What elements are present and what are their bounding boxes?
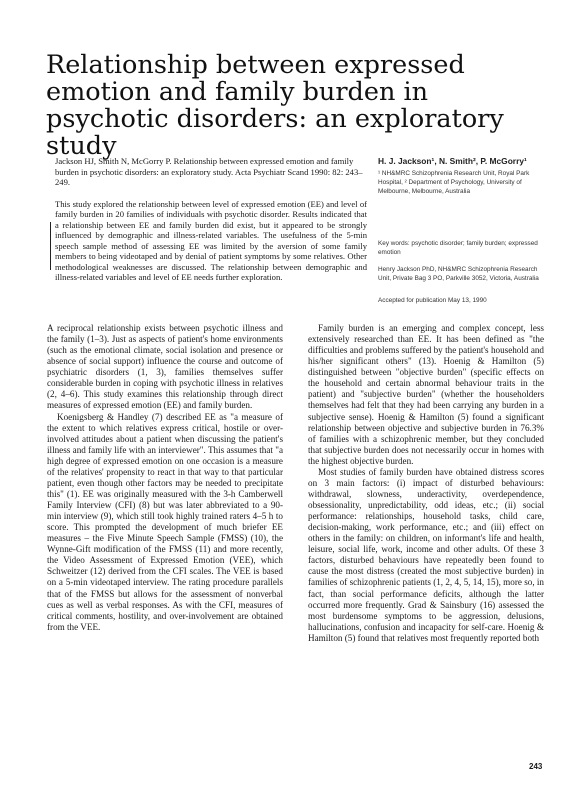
body-column-left bbox=[47, 323, 283, 633]
citation: Jackson HJ, Smith N, McGorry P. Relationship between expressed emotion and family burden in psychotic disorders: an exploratory study. Acta Psychiatr Scand 1990: 82: 243–249. bbox=[55, 156, 363, 188]
body-paragraph: A reciprocal relationship exists between psychotic illness and the family (1–3). Just as aspects of patient's home environments (such as the emotional climate, social isolation and presence or absence of social support) influence the course and outcome of psychiatric disorders (1, 3), families themselves suffer considerable burden in coping with psychotic illness in relatives (2, 4–6). This study examines this relationship through direct measures of expressed emotion (EE) and family burden. bbox=[47, 323, 283, 411]
body-column-right bbox=[308, 323, 544, 644]
body-paragraph: Family burden is an emerging and complex concept, less extensively researched than EE. It has been defined as "the difficulties and problems suffered by the patient's household and his/her significant others" (13). Hoenig & Hamilton (5) distinguished between "objective burden" (specific effects on the household and certain abnormal behaviour traits in the patient) and "subjective burden" (whether the householders themselves had felt that they had been carrying any burden in a subjective sense). Hoenig & Hamilton (5) found a significant relationship between objective and subjective burden in 76.3% of families with a schizophrenic member, but they concluded that subjective burden does not necessarily occur in homes with the highest objective burden. bbox=[308, 323, 544, 466]
body-paragraph: Koenigsberg & Handley (7) described EE as "a measure of the extent to which relatives express critical, hostile or over-involved attitudes about a patient when discussing the patient's illness and family life with an interviewer". This assumes that "a high degree of expressed emotion on one occasion is a measure of the relatives' propensity to react in that way to that particular patient, even though other factors may be needed to precipitate this" (1). EE was originally measured with the 3-h Camberwell Family Interview (CFI) (8) but was later abbreviated to a 90-min interview (9), which still took highly trained raters 4–5 h to score. This prompted the development of much briefer EE measures – the Five Minute Speech Sample (FMSS) (10), the Wynne-Gift modification of the FMSS (11) and more recently, the Video Assessment of Expressed Emotion (VEE), which Schweitzer (12) derived from the CFI scales. The VEE is based on a 5-min videotaped interview. The rating procedure parallels that of the FMSS but allows for the assessment of nonverbal cues as well as verbal responses. As with the CFI, measures of critical comments, hostility, and over-involvement are obtained from the VEE. bbox=[47, 411, 283, 632]
abstract: This study explored the relationship between level of expressed emotion (EE) and level of family burden in 20 families of individuals with psychotic disorder. Results indicated that a relationship between EE and family burden did exist, but it appeared to be strongly influenced by demographic and illness-related variables. The usefulness of the 5-min speech sample method of assessing EE was limited by the aversion of some family members to being videotaped and by denial of patient symptoms by some relatives. Other methodological weaknesses are discussed. The relationship between demographic and illness-related variables and level of EE needs further exploration. bbox=[55, 199, 367, 283]
keywords: Key words: psychotic disorder; family burden; expressed emotion bbox=[378, 240, 538, 256]
page-number: 243 bbox=[529, 762, 543, 771]
author-list: H. J. Jackson¹, N. Smith², P. McGorry¹ bbox=[378, 156, 527, 166]
abstract-margin-rule bbox=[50, 222, 51, 270]
correspondence-address: Henry Jackson PhD, NH&MRC Schizophrenia Research Unit, Private Bag 3 PO, Parkville 3052, Victoria, Australia bbox=[378, 266, 539, 282]
acceptance-date: Accepted for publication May 13, 1990 bbox=[378, 297, 487, 304]
body-paragraph: Most studies of family burden have obtained distress scores on 3 main factors: (i) impact of disturbed behaviours: withdrawal, slowness, underactivity, overdependence, obsessionality, unpredictability, odd ideas, etc.; (ii) social performance: relationships, household tasks, child care, decision-making, work performance, etc.; and (iii) effect on others in the family: on children, on informant's life and health, leisure, social life, work, income and other adults. Of these 3 factors, disturbed behaviours have repeatedly been found to cause the most distress (created the most subjective burden) in families of schizophrenic patients (1, 2, 4, 5, 14, 15), more so, in fact, than social performance deficits, although the latter occurred more frequently. Grad & Sainsbury (16) assessed the most burdensome symptoms to be aggression, delusions, hallucinations, confusion and incapacity for self-care. Hoenig & Hamilton (5) found that relatives most frequently reported both bbox=[308, 466, 544, 643]
author-affiliations: ¹ NH&MRC Schizophrenia Research Unit, Royal Park Hospital, ² Department of Psychology, University of Melbourne, Melbourne, Australia bbox=[378, 170, 530, 195]
article-title: Relationship between expressed emotion and family burden in psychotic disorders: an exploratory study bbox=[46, 50, 504, 161]
